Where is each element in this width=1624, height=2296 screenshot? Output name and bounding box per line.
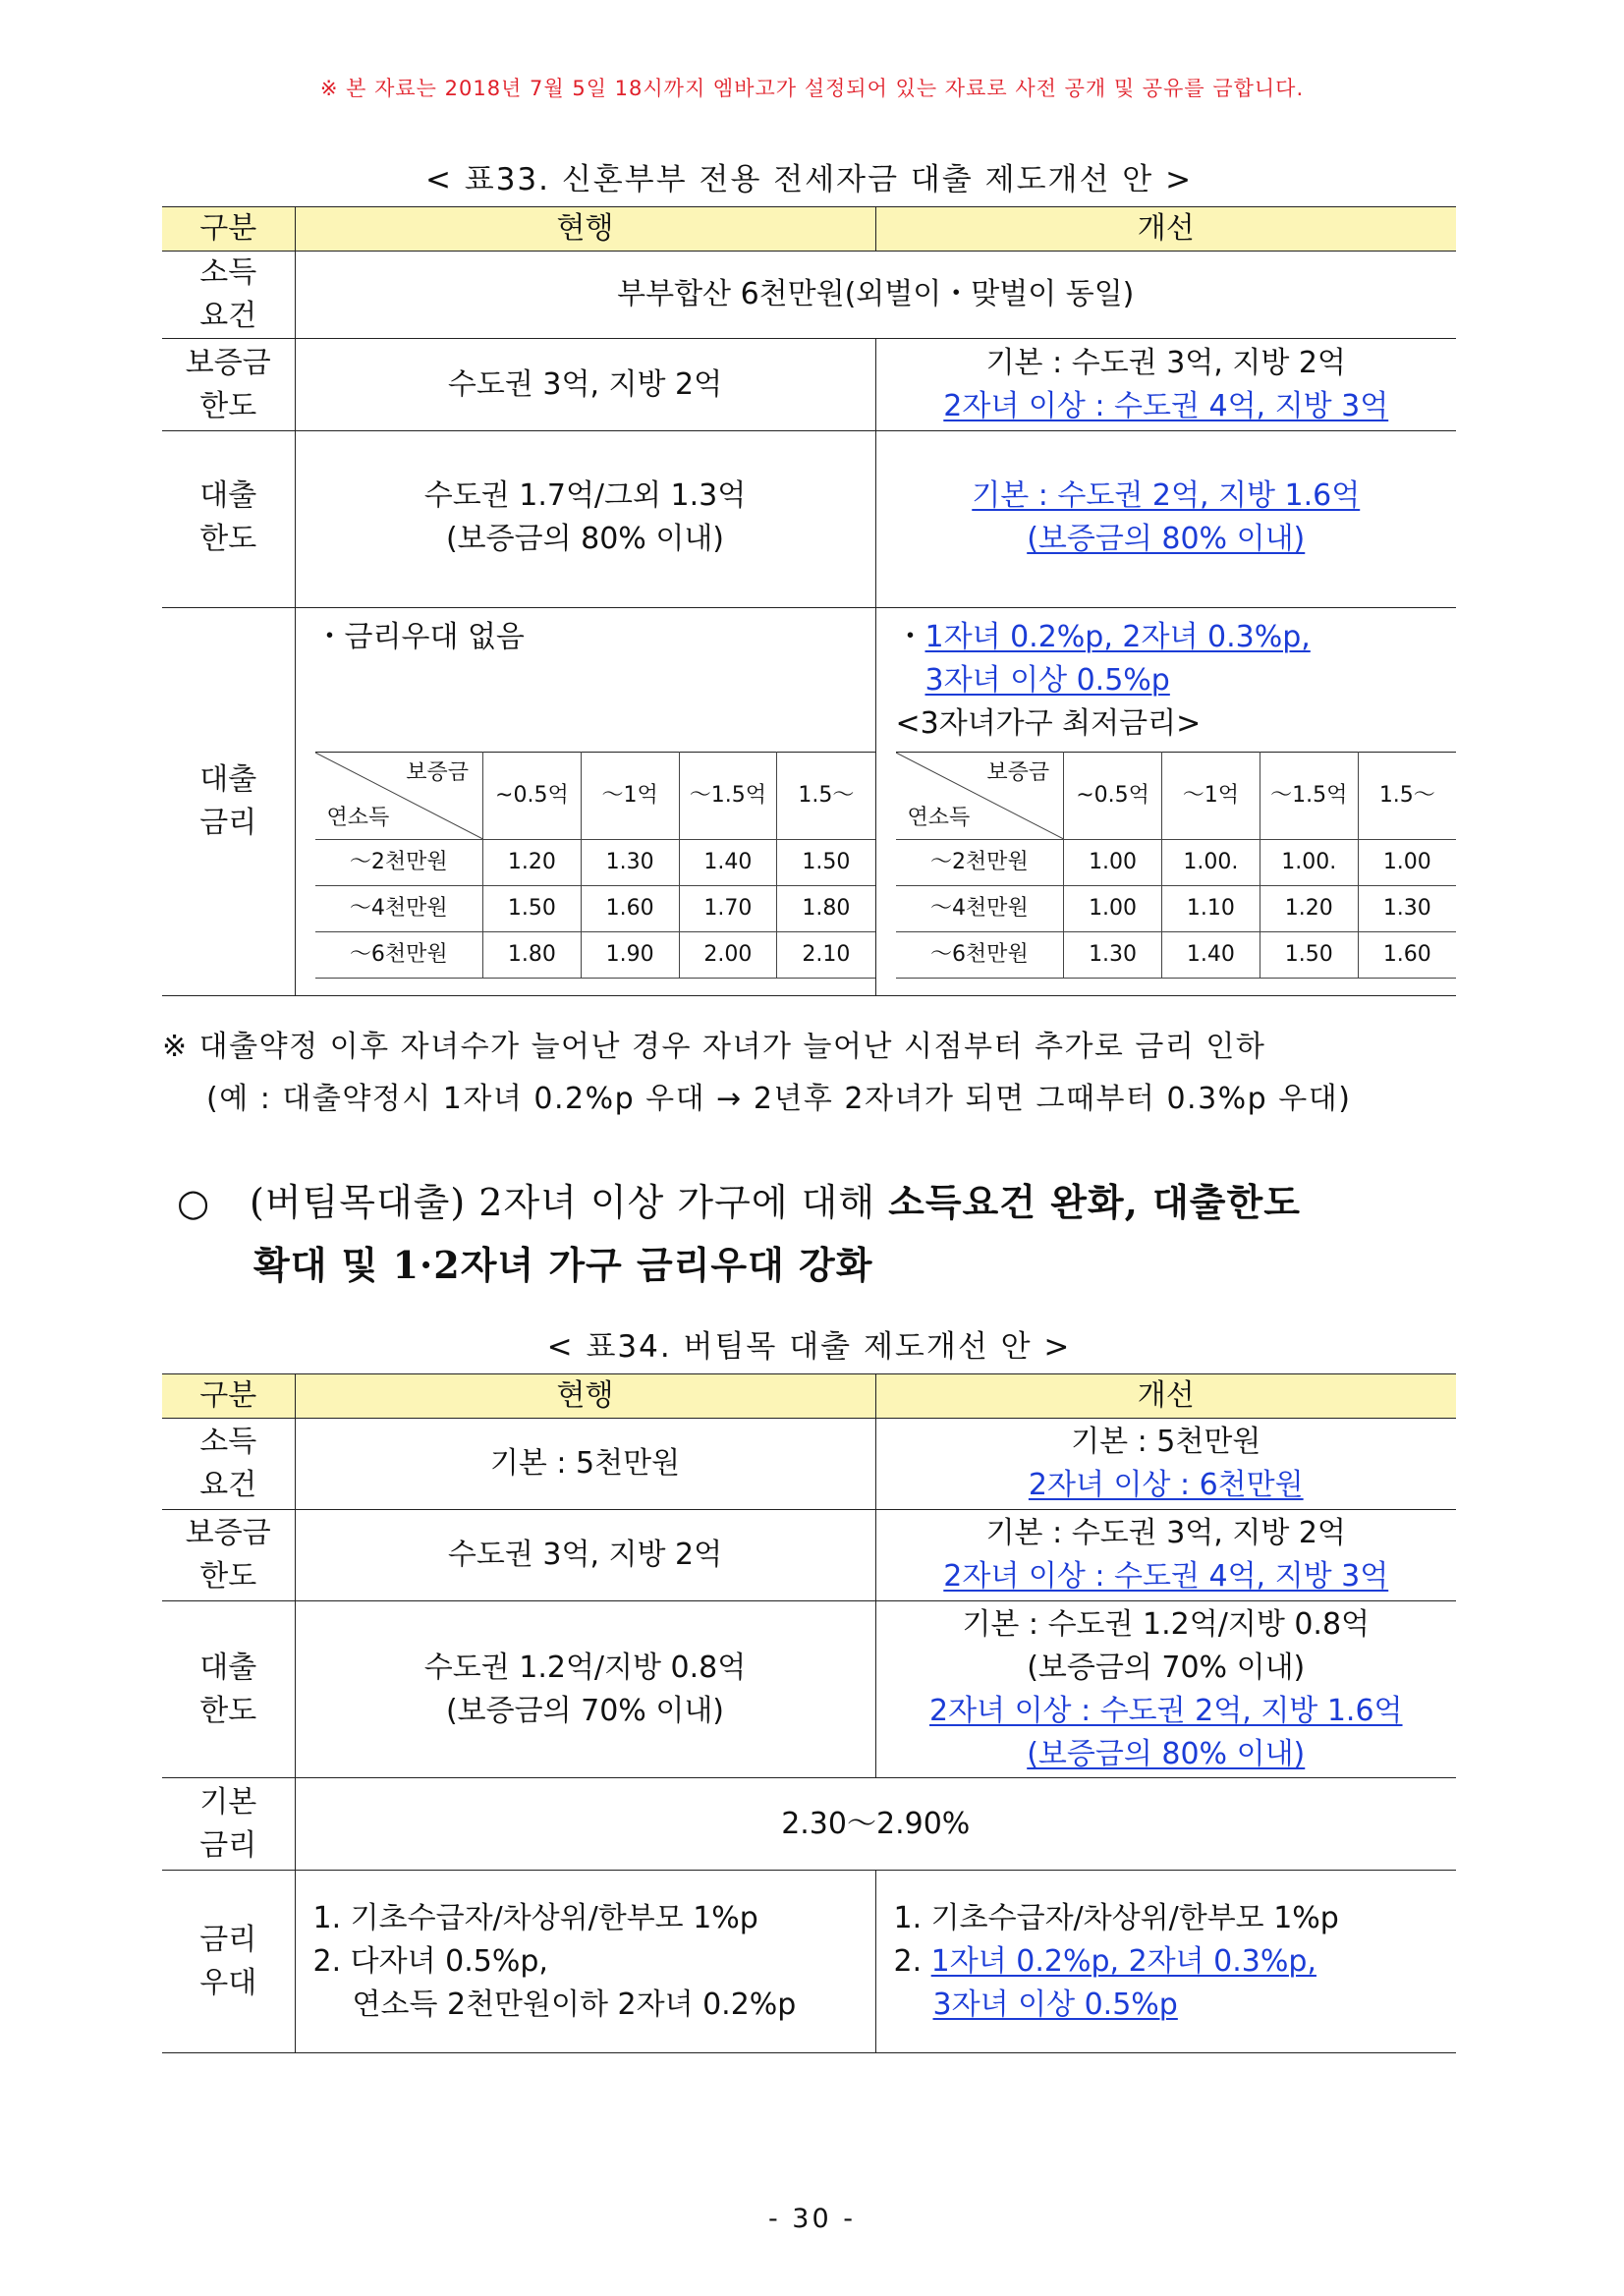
- table33-row-income: [162, 252, 1456, 339]
- preferential-current: 1. 기초수급자/차상위/한부모 1%p 2. 다자녀 0.5%p, 연소득 2천만원이하 2자녀 0.2%p: [295, 1871, 875, 2053]
- deposit-current: 수도권 3억, 지방 2억: [295, 1510, 875, 1601]
- row-label: 대출 한도: [162, 1601, 295, 1778]
- note-line-1: ※ 대출약정 이후 자녀수가 늘어난 경우 자녀가 늘어난 시점부터 추가로 금리 인하: [162, 1030, 1266, 1064]
- bullet-heading-line-1: ○ (버팀목대출) 2자녀 이상 가구에 대해 소득요건 완화, 대출한도: [177, 1180, 1301, 1224]
- table33-caption: < 표33. 신혼부부 전용 전세자금 대출 제도개선 안 >: [424, 162, 1194, 197]
- loan-rate-improved: ・1자녀 0.2%p, 2자녀 0.3%p, 3자녀 이상 0.5%p <3자녀가구 최저금리> 보증금 연소득 ~0.5억 ～1억 ～1.5억 1.5～ ～2천만원 1.00 1.00. 1.00. 1.00 ～4천만원 1.00 1.10 1.20 1.30 ～6천만원 1.30 1.40 1.50 1.60: [875, 608, 1456, 996]
- base-rate-value: 2.30～2.90%: [295, 1778, 1456, 1871]
- table34-row-loan-limit: [162, 1601, 1456, 1778]
- row-label: 소득 요건: [162, 1419, 295, 1510]
- loan-limit-improved: 기본 : 수도권 2억, 지방 1.6억 (보증금의 80% 이내): [875, 431, 1456, 608]
- table34: [162, 1373, 1456, 2053]
- grid-row: ～4천만원 1.00 1.10 1.20 1.30: [896, 886, 1457, 932]
- header-improved: 개선: [875, 207, 1456, 252]
- row-label: 소득 요건: [162, 252, 295, 339]
- grid-col-header: 1.5～: [777, 753, 875, 840]
- loan-rate-current: ・금리우대 없음 보증금 연소득 ~0.5억 ～1억 ～1.5억 1.5～ ～2천만원 1.20 1.30 1.40 1.50 ～4천만원 1.50 1.60 1.70 1.80 ～6천만원 1.80 1.90 2.00 2.10: [295, 608, 875, 996]
- table33-row-loan-rate: [162, 608, 1456, 996]
- table34-row-base-rate: [162, 1778, 1456, 1871]
- grid-row: ～6천만원 1.80 1.90 2.00 2.10: [315, 932, 875, 979]
- row-label: 기본 금리: [162, 1778, 295, 1871]
- grid-col-header: ～1.5억: [1260, 753, 1358, 840]
- table33-header-row: [162, 207, 1456, 252]
- header-category: 구분: [162, 207, 295, 252]
- grid-col-header: ～1억: [1161, 753, 1260, 840]
- grid-corner: 보증금 연소득: [315, 753, 483, 840]
- deposit-improved: 기본 : 수도권 3억, 지방 2억 2자녀 이상 : 수도권 4억, 지방 3억: [875, 1510, 1456, 1601]
- table34-row-income: [162, 1419, 1456, 1510]
- grid-col-header: ~0.5억: [1064, 753, 1162, 840]
- rate-grid-current: [315, 752, 875, 979]
- income-current: 기본 : 5천만원: [295, 1419, 875, 1510]
- grid-col-header: 1.5～: [1358, 753, 1456, 840]
- note-line-2: (예 : 대출약정시 1자녀 0.2%p 우대 → 2년후 2자녀가 되면 그때부터 0.3%p 우대): [206, 1082, 1352, 1116]
- grid-corner: 보증금 연소득: [896, 753, 1064, 840]
- circle-bullet-icon: ○: [177, 1181, 211, 1224]
- income-value: 부부합산 6천만원(외벌이・맞벌이 동일): [295, 252, 1456, 339]
- row-label: 보증금 한도: [162, 339, 295, 431]
- loan-limit-current: 수도권 1.7억/그외 1.3억 (보증금의 80% 이내): [295, 431, 875, 608]
- grid-row: ～2천만원 1.00 1.00. 1.00. 1.00: [896, 840, 1457, 886]
- header-category: 구분: [162, 1374, 295, 1419]
- table34-caption: < 표34. 버팀목 대출 제도개선 안 >: [546, 1329, 1072, 1365]
- row-label: 금리 우대: [162, 1871, 295, 2053]
- table33-row-deposit: [162, 339, 1456, 431]
- header-current: 현행: [295, 1374, 875, 1419]
- preferential-improved: 1. 기초수급자/차상위/한부모 1%p 2. 1자녀 0.2%p, 2자녀 0.3%p, 3자녀 이상 0.5%p: [875, 1871, 1456, 2053]
- table34-header-row: [162, 1374, 1456, 1419]
- row-label: 대출 한도: [162, 431, 295, 608]
- header-improved: 개선: [875, 1374, 1456, 1419]
- table33: [162, 206, 1456, 996]
- bullet-heading-line-2: 확대 및 1·2자녀 가구 금리우대 강화: [253, 1243, 873, 1287]
- loan-limit-improved: 기본 : 수도권 1.2억/지방 0.8억 (보증금의 70% 이내) 2자녀 이상 : 수도권 2억, 지방 1.6억 (보증금의 80% 이내): [875, 1601, 1456, 1778]
- embargo-notice: ※ 본 자료는 2018년 7월 5일 18시까지 엠바고가 설정되어 있는 자료로 사전 공개 및 공유를 금합니다.: [319, 77, 1305, 100]
- grid-col-header: ～1.5억: [679, 753, 777, 840]
- page-number: - 30 -: [767, 2204, 856, 2234]
- grid-row: ～6천만원 1.30 1.40 1.50 1.60: [896, 932, 1457, 979]
- grid-row: ～2천만원 1.20 1.30 1.40 1.50: [315, 840, 875, 886]
- header-current: 현행: [295, 207, 875, 252]
- grid-col-header: ~0.5억: [483, 753, 582, 840]
- table34-row-deposit: [162, 1510, 1456, 1601]
- table34-row-preferential: [162, 1871, 1456, 2053]
- deposit-improved-children: 2자녀 이상 : 수도권 4억, 지방 3억: [943, 388, 1389, 423]
- grid-row: ～4천만원 1.50 1.60 1.70 1.80: [315, 886, 875, 932]
- table33-row-loan-limit: [162, 431, 1456, 608]
- deposit-improved: 기본 : 수도권 3억, 지방 2억 2자녀 이상 : 수도권 4억, 지방 3억: [875, 339, 1456, 431]
- row-label: 보증금 한도: [162, 1510, 295, 1601]
- deposit-current: 수도권 3억, 지방 2억: [295, 339, 875, 431]
- rate-grid-improved: [896, 752, 1457, 979]
- loan-limit-current: 수도권 1.2억/지방 0.8억 (보증금의 70% 이내): [295, 1601, 875, 1778]
- row-label: 대출 금리: [162, 608, 295, 996]
- grid-col-header: ～1억: [581, 753, 679, 840]
- income-improved: 기본 : 5천만원 2자녀 이상 : 6천만원: [875, 1419, 1456, 1510]
